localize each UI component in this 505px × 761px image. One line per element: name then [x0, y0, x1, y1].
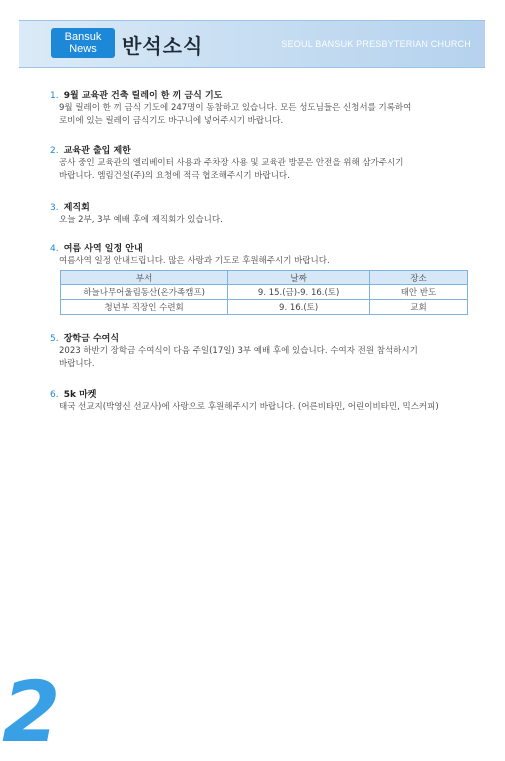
brand-badge	[51, 28, 115, 58]
notice-line: 바랍니다.	[59, 359, 95, 369]
page-title: 반석소식	[122, 34, 204, 58]
notice-body	[50, 157, 478, 183]
notice-body	[50, 345, 478, 371]
column-header-date: 날짜	[228, 271, 370, 285]
notice-line: 바랍니다. 엠림건설(주)의 요청에 적극 협조해주시기 바랍니다.	[59, 171, 290, 181]
schedule-table	[60, 270, 468, 315]
notice-number: 2.	[50, 146, 59, 156]
notice-number: 1.	[50, 91, 59, 101]
notice-line: 오늘 2부, 3부 예배 후에 제직회가 있습니다.	[59, 215, 223, 225]
notice-title	[50, 143, 478, 156]
notice-number: 6.	[50, 390, 59, 400]
notice-2	[50, 143, 478, 183]
notice-body	[50, 401, 478, 414]
notice-title-text: 5k 마켓	[63, 390, 97, 400]
notice-line: 로비에 있는 릴레이 금식기도 바구니에 넣어주시기 바랍니다.	[59, 116, 284, 126]
brand-line1: Bansuk	[64, 31, 102, 43]
notice-title	[50, 88, 478, 101]
notice-6	[50, 387, 478, 414]
notice-number: 3.	[50, 203, 59, 213]
notice-3	[50, 200, 478, 227]
brand-line2: News	[69, 43, 97, 55]
page-number: 2	[2, 663, 61, 761]
notice-5	[50, 331, 478, 371]
notice-line: 태국 선교지(박영신 선교사)에 사랑으로 후원해주시기 바랍니다. (어른비타민, 어린이비타민, 믹스커피)	[59, 402, 439, 412]
notice-body	[50, 255, 478, 268]
notice-title-text: 제직회	[63, 203, 90, 213]
notice-line: 9월 릴레이 한 끼 금식 기도에 247명이 동참하고 있습니다. 모든 성도님들은 신청서를 기록하여	[59, 103, 412, 113]
notice-body	[50, 214, 478, 227]
notice-title-text: 9월 교육관 건축 릴레이 한 끼 금식 기도	[63, 91, 223, 101]
table-cell: 청년부 직장인 수련회	[61, 300, 228, 315]
notice-number: 5.	[50, 334, 59, 344]
notice-title	[50, 331, 478, 344]
notice-title	[50, 200, 478, 213]
table-cell: 교회	[369, 300, 467, 315]
table-cell: 9. 16.(토)	[228, 300, 370, 315]
notice-line: 여름사역 일정 안내드립니다. 많은 사랑과 기도로 후원해주시기 바랍니다.	[59, 256, 330, 266]
column-header-department: 부서	[61, 271, 228, 285]
column-header-place: 장소	[369, 271, 467, 285]
notice-title-text: 장학금 수여식	[63, 334, 120, 344]
table-cell: 태안 반도	[369, 285, 467, 300]
table-cell: 9. 15.(금)-9. 16.(토)	[228, 285, 370, 300]
notice-body	[50, 102, 478, 128]
notice-title	[50, 387, 478, 400]
notice-4	[50, 241, 478, 268]
church-name: SEOUL BANSUK PRESBYTERIAN CHURCH	[281, 39, 471, 49]
table-row	[61, 285, 468, 300]
table-row	[61, 300, 468, 315]
notice-title-text: 여름 사역 일정 안내	[63, 244, 143, 254]
header-banner	[19, 20, 485, 68]
table-cell: 하늘나무어울림동산(온가족캠프)	[61, 285, 228, 300]
notice-title	[50, 241, 478, 254]
notice-line: 2023 하반기 장학금 수여식이 다음 주일(17일) 3부 예배 후에 있습니다. 수여자 전원 참석하시기	[59, 346, 418, 356]
notice-title-text: 교육관 출입 제한	[63, 146, 131, 156]
notice-1	[50, 88, 478, 128]
notice-number: 4.	[50, 244, 59, 254]
notice-line: 공사 중인 교육관의 엘리베이터 사용과 주차장 사용 및 교육관 방문은 안전을 위해 삼가주시기	[59, 158, 404, 168]
table-header-row	[61, 271, 468, 285]
